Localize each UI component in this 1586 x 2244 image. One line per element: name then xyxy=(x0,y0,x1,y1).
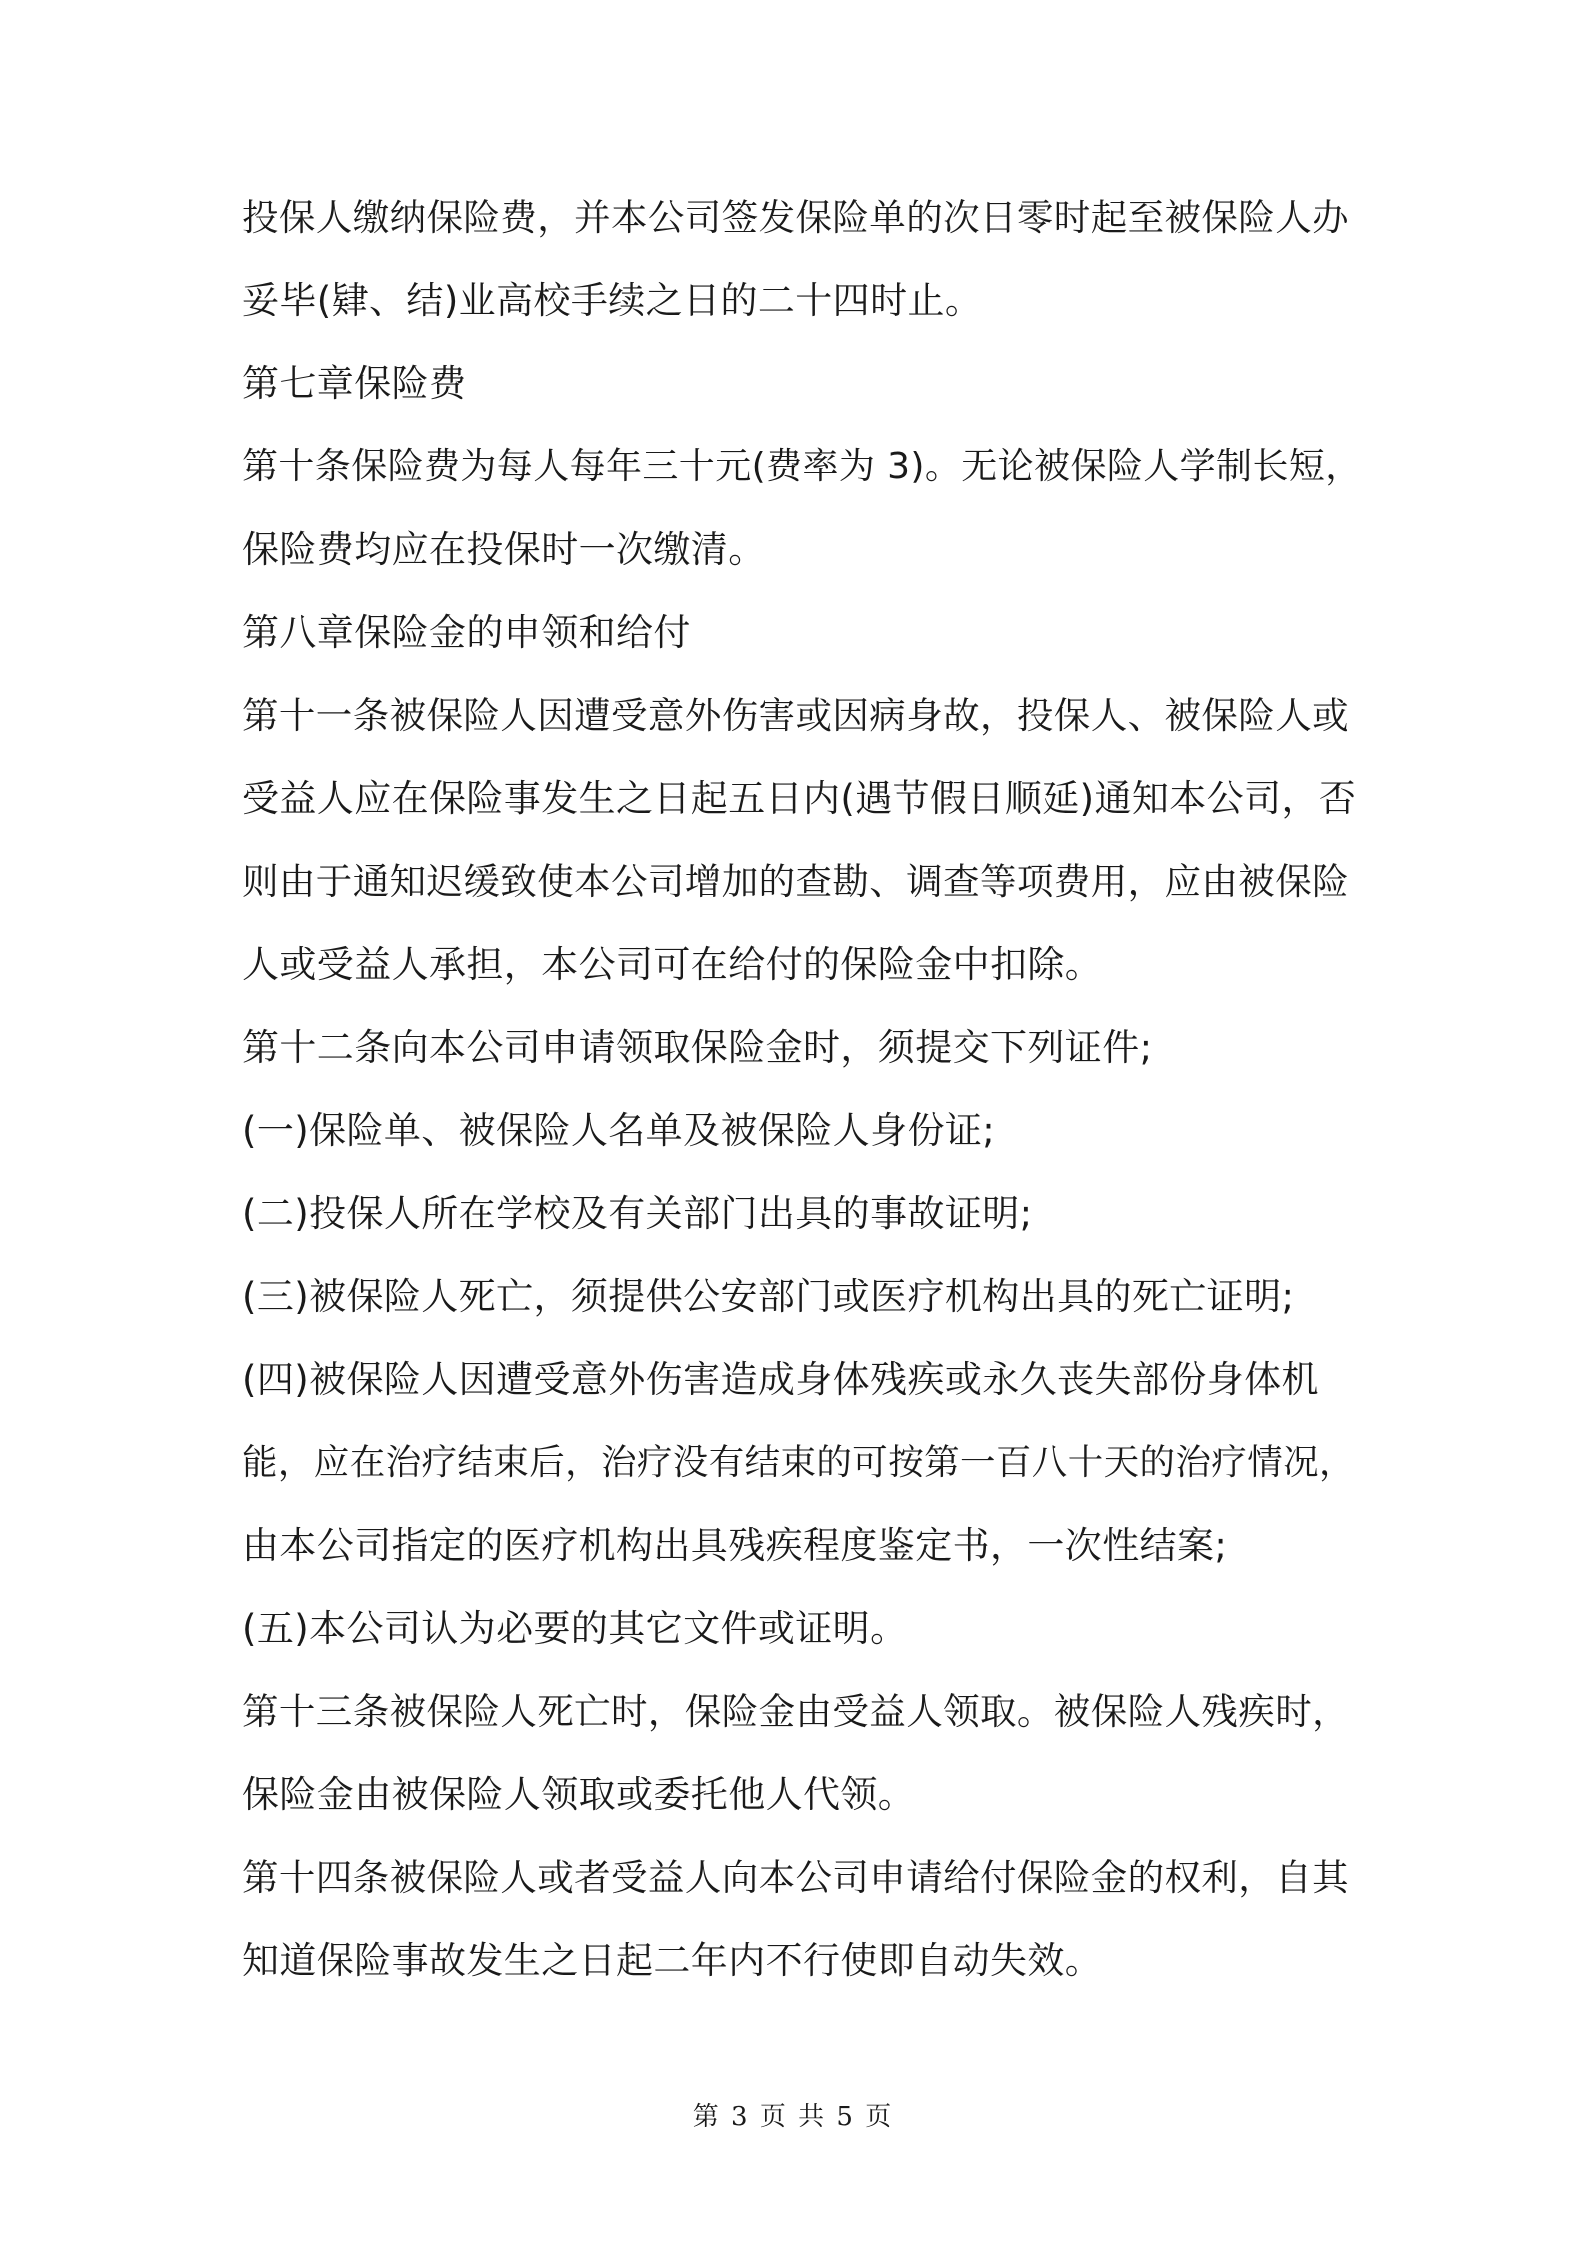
chapter-heading: 第七章保险费 xyxy=(242,362,467,405)
list-item: (五)本公司认为必要的其它文件或证明。 xyxy=(242,1607,908,1650)
text-line: 则由于通知迟缓致使本公司增加的查勘、调查等项费用，应由被保险 xyxy=(242,860,1349,903)
text-line: 人或受益人承担，本公司可在给付的保险金中扣除。 xyxy=(242,943,1103,986)
list-item: (四)被保险人因遭受意外伤害造成身体残疾或永久丧失部份身体机 xyxy=(242,1358,1319,1401)
list-item: (三)被保险人死亡，须提供公安部门或医疗机构出具的死亡证明; xyxy=(242,1275,1295,1318)
text-line: 第十条保险费为每人每年三十元(费率为 3)。无论被保险人学制长短， xyxy=(242,446,1362,487)
text-line: 受益人应在保险事发生之日起五日内(遇节假日顺延)通知本公司，否 xyxy=(242,777,1357,820)
text-line: 第十三条被保险人死亡时，保险金由受益人领取。被保险人残疾时， xyxy=(242,1690,1349,1733)
page-number-footer: 第 3 页 共 5 页 xyxy=(692,2102,894,2132)
text-line: 由本公司指定的医疗机构出具残疾程度鉴定书，一次性结案; xyxy=(242,1524,1228,1567)
text-line: 第十二条向本公司申请领取保险金时，须提交下列证件; xyxy=(242,1026,1153,1069)
text-line: 能，应在治疗结束后，治疗没有结束的可按第一百八十天的治疗情况， xyxy=(242,1442,1355,1483)
text-line: 第十四条被保险人或者受益人向本公司申请给付保险金的权利，自其 xyxy=(242,1856,1349,1899)
list-item: (一)保险单、被保险人名单及被保险人身份证; xyxy=(242,1109,996,1152)
text-line: 知道保险事故发生之日起二年内不行使即自动失效。 xyxy=(242,1939,1103,1982)
text-line: 保险费均应在投保时一次缴清。 xyxy=(242,528,766,571)
text-line: 投保人缴纳保险费，并本公司签发保险单的次日零时起至被保险人办 xyxy=(242,196,1349,239)
chapter-heading: 第八章保险金的申领和给付 xyxy=(242,611,691,654)
text-line: 妥毕(肄、结)业高校手续之日的二十四时止。 xyxy=(242,279,983,322)
text-line: 保险金由被保险人领取或委托他人代领。 xyxy=(242,1773,916,1816)
document-body xyxy=(242,196,1362,2022)
list-item: (二)投保人所在学校及有关部门出具的事故证明; xyxy=(242,1192,1033,1235)
text-line: 第十一条被保险人因遭受意外伤害或因病身故，投保人、被保险人或 xyxy=(242,694,1349,737)
